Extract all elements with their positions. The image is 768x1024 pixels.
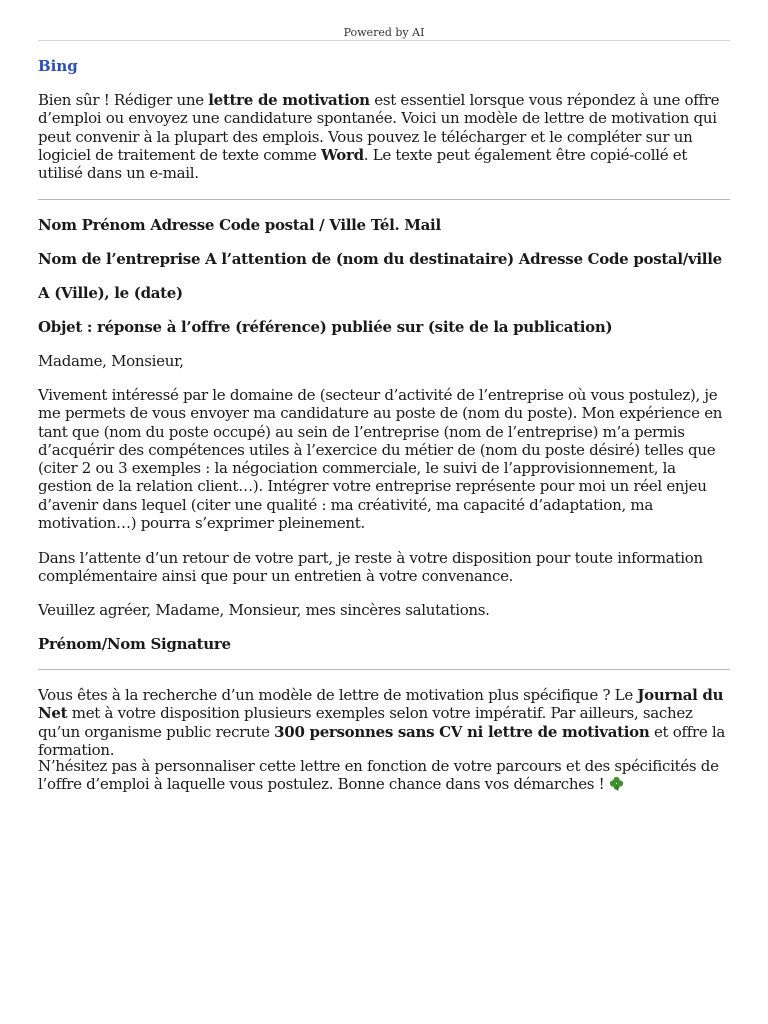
powered-by-label: Powered by AI [343,26,425,39]
divider-bottom [38,669,730,670]
letter-recipient-text: Nom de l’entreprise A l’attention de (nom du destinataire) Adresse Code postal/ville [38,250,722,268]
outro-text-2: met à votre disposition plusieurs exemples selon votre impératif. Par ailleurs, sachez qu’un organisme public recrute [38,704,693,741]
chat-document [38,0,730,794]
divider-top [38,199,730,200]
four-leaf-clover-icon [609,776,624,791]
letter-sender-text: Nom Prénom Adresse Code postal / Ville Tél. Mail [38,216,441,234]
letter-place-date [38,284,730,302]
letter-signature-text: Prénom/Nom Signature [38,635,231,653]
recruitment-link[interactable]: 300 personnes sans CV ni lettre de motivation [274,722,650,741]
outro-paragraph-1 [38,686,730,759]
intro-text-2: est essentiel lorsque vous répondez à une offre d’emploi ou envoyez une candidature spontanée. Voici un modèle de lettre de motivation qui peut convenir à la plupart des emplois. Vous pouvez le télécharger et le compléter sur un logiciel de traitement de texte comme [38,91,720,164]
outro-text-3: et offre la formation. [38,722,726,759]
letter-sender [38,216,730,234]
header [38,0,730,41]
letter-subject-text: Objet : réponse à l’offre (référence) publiée sur (site de la publication) [38,318,613,336]
intro-text-1: Bien sûr ! Rédiger une [38,91,209,109]
outro-text-1: Vous êtes à la recherche d’un modèle de lettre de motivation plus spécifique ? Le [38,686,638,704]
intro-paragraph [38,91,730,182]
intro-text-3: . Le texte peut également être copié-collé et utilisé dans un e-mail. [38,145,688,183]
intro-bold-2: Word [320,145,364,164]
letter-body-1: Vivement intéressé par le domaine de (secteur d’activité de l’entreprise où vous postulez), je me permets de vous envoyer ma candidature au poste de (nom du poste). Mon expérience en tant que (nom du poste occupé) au sein de l’entreprise (nom de l’entreprise) m’a permis d’acquérir des compétences utiles à l’exercice du métier de (nom du poste désiré) telles que (citer 2 ou 3 exemples : la négociation commerciale, le suivi de l’approvisionnement, la gestion de la relation client…). Intégrer votre entreprise représente pour moi un réel enjeu d’avenir dans lequel (citer une qualité : ma créativité, ma capacité d’adaptation, ma motivation…) pourra s’exprimer pleinement. [38,386,723,533]
outro-paragraph-2 [38,757,730,794]
outro-text-4: N’hésitez pas à personnaliser cette lettre en fonction de votre parcours et des spécificités de l’offre d’emploi à laquelle vous postulez. Bonne chance dans vos démarches ! [38,757,719,794]
letter-place-date-text: A (Ville), le (date) [38,284,183,302]
letter-body-2: Dans l’attente d’un retour de votre part, je reste à votre disposition pour toute information complémentaire ainsi que pour un entretien à votre convenance. [38,549,703,586]
letter-signature [38,635,730,653]
letter-recipient [38,250,730,268]
source-name: Bing [38,57,78,75]
letter-salutation: Madame, Monsieur, [38,352,184,370]
journal-du-net-link[interactable]: Journal du Net [38,686,724,723]
letter-closing: Veuillez agréer, Madame, Monsieur, mes sincères salutations. [38,601,490,619]
letter-subject [38,318,730,336]
intro-bold-1: lettre de motivation [208,91,370,109]
